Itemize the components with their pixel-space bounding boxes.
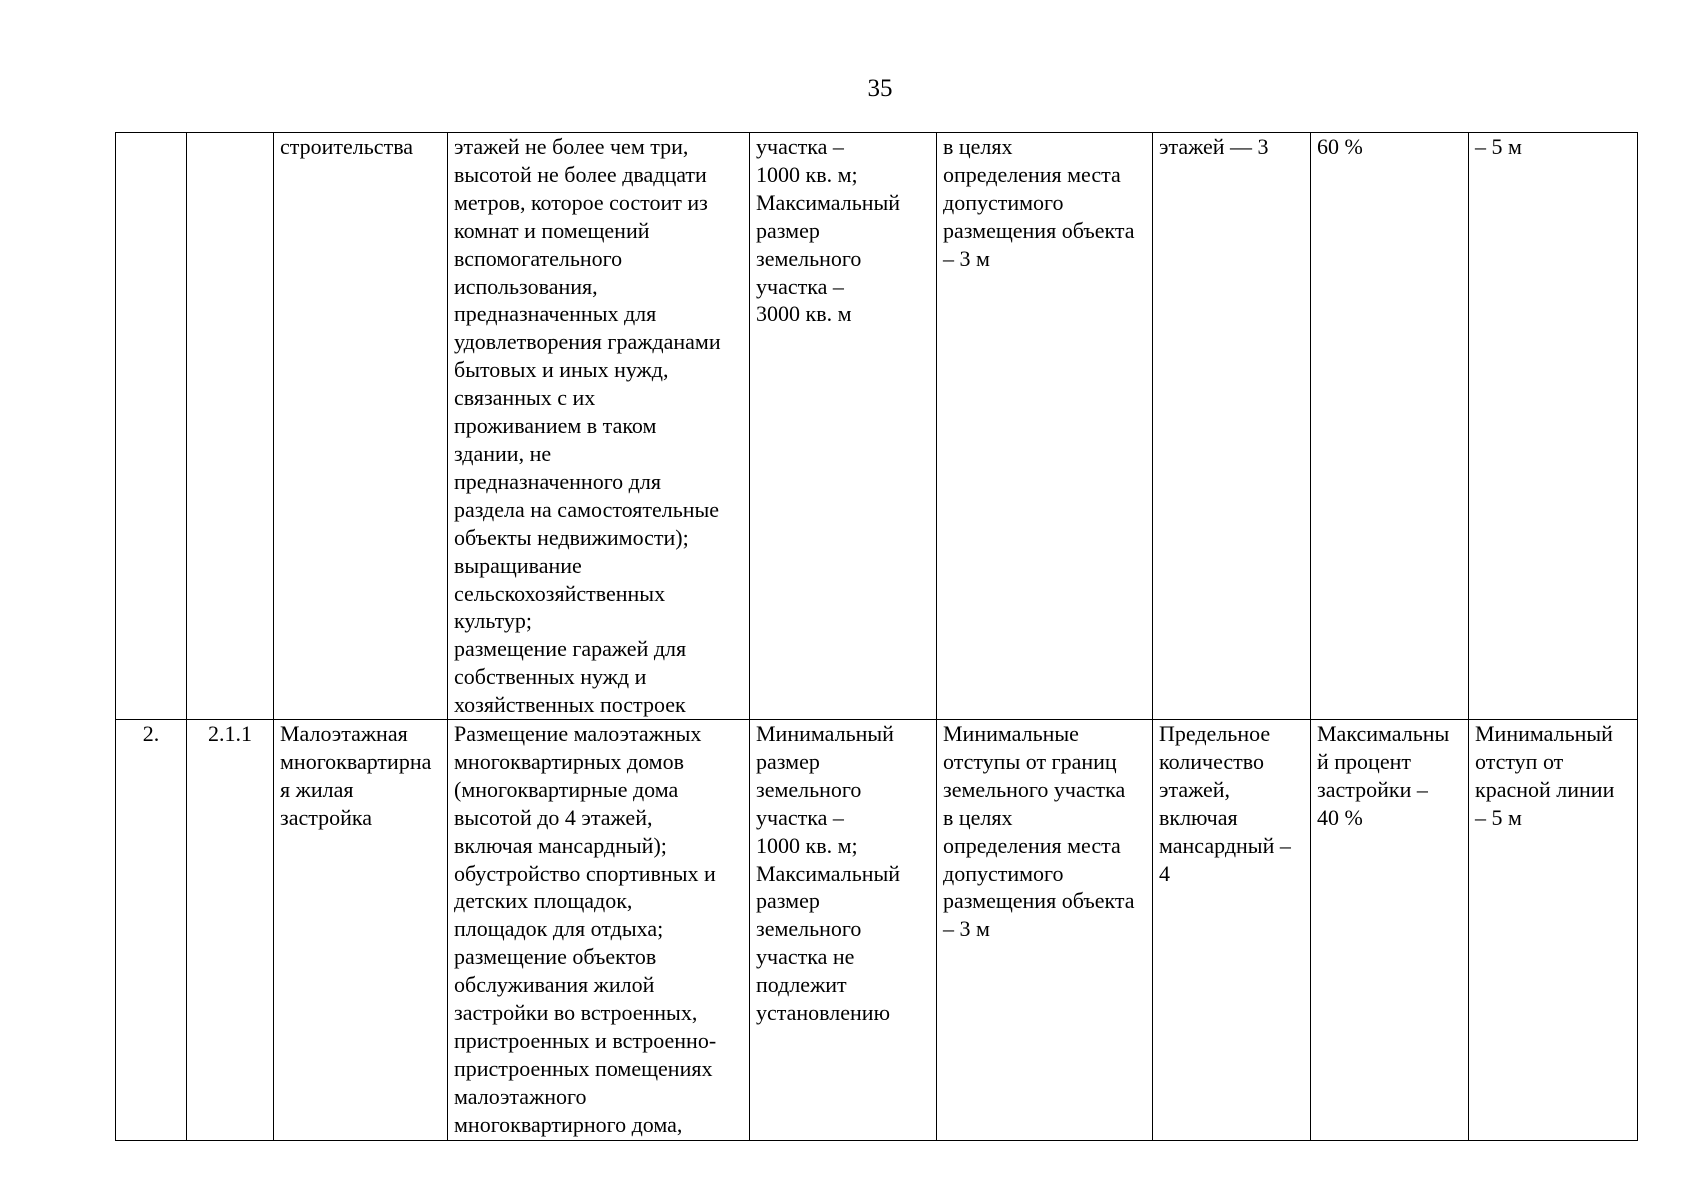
description-line: (многоквартирные дома [454,776,679,802]
description-line: сельскохозяйственных [454,580,666,606]
plot-size-line: 1000 кв. м; [756,832,858,858]
description-line: высотой до 4 этажей, [454,804,653,830]
description-line: этажей не более чем три, [454,134,689,159]
plot-size-cell [750,133,937,720]
description-line: здании, не [454,440,552,466]
red-line-line: красной линии [1475,776,1615,802]
plot-size-line: размер [756,217,820,243]
setbacks-line: земельного участка [943,776,1126,802]
plot-size-line: земельного [756,245,862,271]
table-row [116,133,1638,720]
description-line: обслуживания жилой [454,972,655,998]
setbacks-line: определения места [943,832,1121,858]
use-name-line: строительства [280,134,414,159]
description-line: высотой не более двадцати [454,161,707,187]
plot-size-line: участка – [756,134,844,159]
coverage-cell [1311,720,1469,1141]
red-line-cell [1469,720,1638,1141]
setbacks-line: размещения объекта [943,888,1135,914]
setbacks-cell [937,720,1153,1141]
setbacks-line: Минимальные [943,721,1079,747]
plot-size-line: Минимальный [756,721,894,747]
description-line: детских площадок, [454,888,633,914]
code-cell [187,133,274,720]
red-line-line: – 5 м [1475,134,1522,159]
description-line: многоквартирного дома, [454,1111,683,1137]
coverage-line: застройки – [1317,776,1428,802]
page-number: 35 [867,75,893,102]
description-line: культур; [454,608,533,634]
description-line: многоквартирных домов [454,748,684,774]
description-line: включая мансардный); [454,832,667,858]
description-line: хозяйственных построек [454,692,686,718]
red-line-line: отступ от [1475,748,1564,774]
description-line: предназначенных для [454,301,657,327]
plot-size-line: участка не [756,944,855,970]
description-cell [448,720,750,1141]
coverage-line: 40 % [1317,804,1363,830]
row-number: 2. [142,721,160,747]
floors-line: этажей, [1159,776,1231,802]
setbacks-line: – 3 м [943,916,990,942]
plot-size-line: Максимальный [756,189,901,215]
description-line: застройки во встроенных, [454,1000,698,1026]
plot-size-line: 1000 кв. м; [756,161,858,187]
description-cell [448,133,750,720]
coverage-line: 60 % [1317,134,1363,159]
description-line: Размещение малоэтажных [454,721,702,747]
coverage-line: Максимальны [1317,721,1450,747]
description-line: использования, [454,273,598,299]
code-cell [187,720,274,1141]
plot-size-line: участка – [756,273,844,299]
red-line-cell [1469,133,1638,720]
description-line: малоэтажного [454,1083,587,1109]
floors-line: мансардный – [1159,832,1291,858]
setbacks-line: в целях [943,134,1013,159]
plot-size-line: земельного [756,776,862,802]
description-line: связанных с их [454,385,596,411]
floors-line: 4 [1159,860,1170,886]
coverage-cell [1311,133,1469,720]
description-line: выращивание [454,552,582,578]
plot-size-line: размер [756,888,820,914]
description-line: пристроенных и встроенно- [454,1028,717,1053]
setbacks-line: определения места [943,161,1121,187]
setbacks-cell [937,133,1153,720]
plot-size-line: Максимальный [756,860,901,886]
floors-line: количество [1159,748,1265,774]
use-name-cell [274,133,448,720]
use-name-line: многоквартирна [280,748,432,774]
use-name-line: застройка [280,804,372,830]
setbacks-line: отступы от границ [943,748,1117,774]
setbacks-line: – 3 м [943,245,990,271]
floors-cell [1153,133,1311,720]
description-line: пристроенных помещениях [454,1055,713,1081]
plot-size-cell [750,720,937,1141]
description-line: собственных нужд и [454,664,647,690]
floors-line: Предельное [1159,721,1271,747]
description-line: метров, которое состоит из [454,189,708,215]
regulations-table [115,132,1638,1141]
description-line: площадок для отдыха; [454,916,664,942]
setbacks-line: размещения объекта [943,217,1135,243]
description-line: предназначенного для [454,468,661,494]
description-line: обустройство спортивных и [454,860,716,886]
row-number-cell [116,720,187,1141]
description-line: размещение объектов [454,944,657,970]
row-number-cell [116,133,187,720]
description-line: удовлетворения гражданами [454,329,721,355]
use-code: 2.1.1 [208,721,252,747]
description-line: раздела на самостоятельные [454,496,720,522]
setbacks-line: допустимого [943,189,1064,215]
use-name-line: я жилая [280,776,354,802]
red-line-line: – 5 м [1475,804,1522,830]
plot-size-line: земельного [756,916,862,942]
description-line: бытовых и иных нужд, [454,357,669,383]
description-line: объекты недвижимости); [454,524,689,550]
floors-line: этажей — 3 [1159,134,1269,159]
plot-size-line: участка – [756,804,844,830]
plot-size-line: подлежит [756,972,847,998]
floors-line: включая [1159,804,1238,830]
coverage-line: й процент [1317,748,1411,774]
description-line: проживанием в таком [454,413,657,439]
setbacks-line: в целях [943,804,1013,830]
setbacks-line: допустимого [943,860,1064,886]
plot-size-line: размер [756,748,820,774]
floors-cell [1153,720,1311,1141]
plot-size-line: установлению [756,1000,891,1026]
plot-size-line: 3000 кв. м [756,301,852,327]
description-line: вспомогательного [454,245,623,271]
table-row [116,720,1638,1141]
red-line-line: Минимальный [1475,721,1613,747]
use-name-line: Малоэтажная [280,721,408,747]
use-name-cell [274,720,448,1141]
description-line: комнат и помещений [454,217,650,243]
description-line: размещение гаражей для [454,636,687,662]
